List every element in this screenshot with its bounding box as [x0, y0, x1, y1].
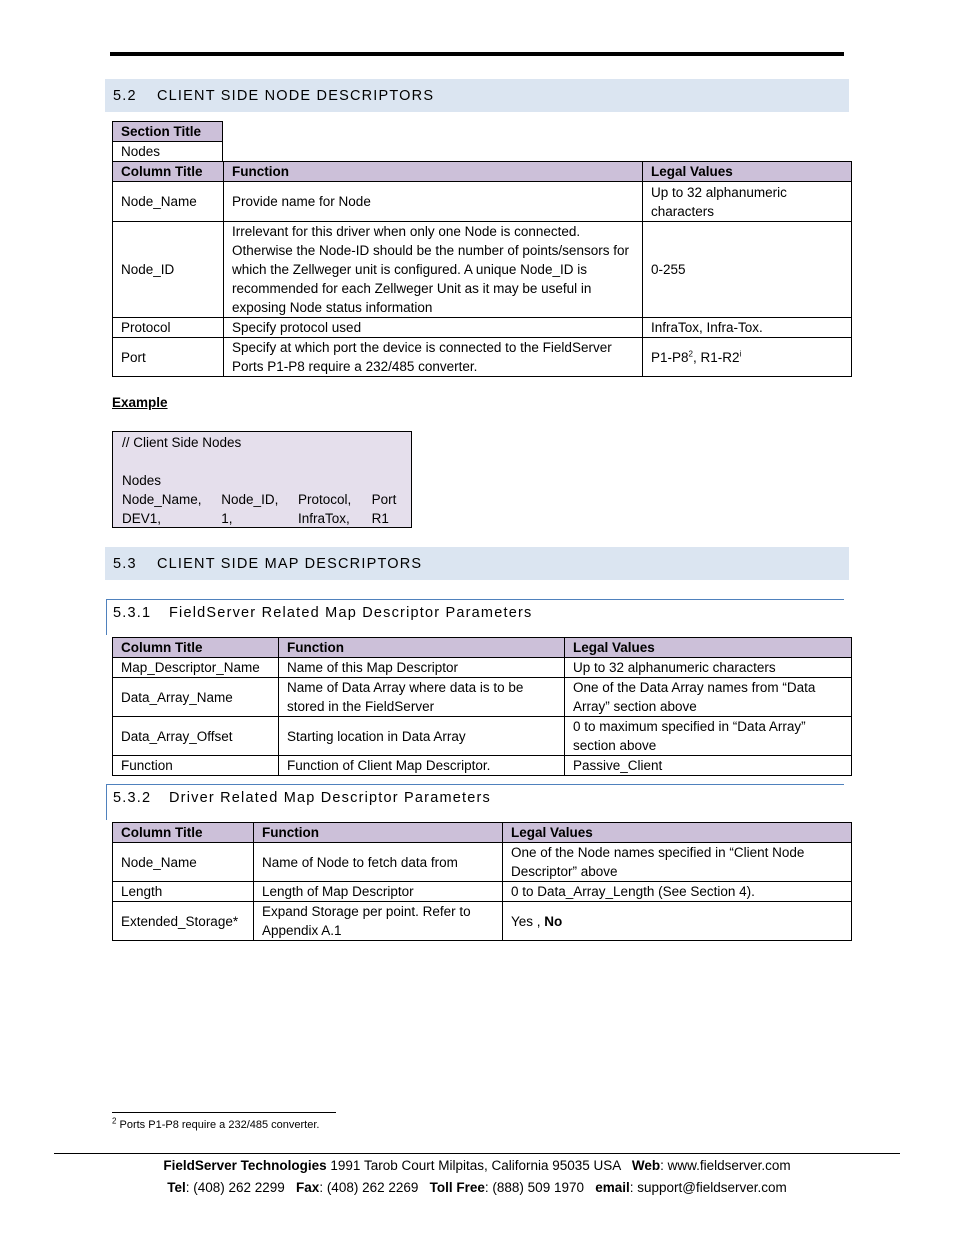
table-cell: Data_Array_Offset — [113, 717, 279, 756]
column-header: Legal Values — [643, 162, 852, 182]
section-heading-5-3 — [105, 547, 849, 580]
tel-value: : (408) 262 2299 — [185, 1180, 297, 1195]
subsection-title: Driver Related Map Descriptor Parameters — [169, 790, 491, 806]
subsection-number: 5.3.2 — [113, 790, 152, 806]
fax-value: : (408) 262 2269 — [319, 1180, 430, 1195]
table-cell: Length of Map Descriptor — [254, 882, 503, 902]
code-data-row — [122, 509, 411, 528]
table-row — [113, 658, 852, 678]
footer-rule — [54, 1153, 900, 1154]
code-field: Node_ID, — [221, 492, 279, 507]
table-header-row — [113, 823, 852, 843]
table-header-row — [113, 162, 852, 182]
code-field: Node_Name, — [122, 492, 202, 507]
table-cell: Starting location in Data Array — [279, 717, 565, 756]
table-cell: Data_Array_Name — [113, 678, 279, 717]
section-number: 5.3 — [113, 555, 137, 572]
column-header: Column Title — [113, 638, 279, 658]
table-cell: Node_Name — [113, 182, 224, 222]
column-header: Function — [224, 162, 643, 182]
code-comment: // Client Side Nodes — [122, 435, 242, 450]
code-blank-line — [122, 452, 411, 471]
table-row — [113, 902, 852, 941]
section-title-value: Nodes — [113, 142, 223, 162]
table-cell: Length — [113, 882, 254, 902]
footnote-ref: 2 — [688, 349, 693, 358]
section-title-header: Section Title — [113, 122, 223, 142]
nodes-table — [112, 161, 852, 377]
footer-line-2 — [0, 1180, 954, 1195]
subsection-heading-5-3-2 — [106, 784, 844, 820]
subsection-heading-5-3-1 — [106, 599, 844, 635]
footnote-separator — [112, 1112, 336, 1113]
web-value: : www.fieldserver.com — [660, 1158, 791, 1173]
code-header-row — [122, 490, 411, 509]
header-rule — [110, 52, 844, 56]
code-field: R1 — [371, 511, 389, 526]
fax-label: Fax — [296, 1180, 320, 1195]
legal-values-text: Yes , — [511, 913, 545, 929]
section-heading-5-2 — [105, 79, 849, 112]
table-cell: Expand Storage per point. Refer to Appendix A.1 — [254, 902, 503, 941]
table-cell: Function — [113, 756, 279, 776]
table-cell: Name of this Map Descriptor — [279, 658, 565, 678]
web-label: Web — [631, 1158, 661, 1173]
table-row — [113, 182, 852, 222]
table-row — [113, 717, 852, 756]
company-address: 1991 Tarob Court Milpitas, California 95035 USA — [326, 1158, 632, 1173]
table-cell: One of the Node names specified in “Client Node Descriptor” above — [503, 843, 852, 882]
endnote-ref: i — [739, 349, 742, 358]
example-label: Example — [112, 395, 168, 410]
footnote-text: Ports P1-P8 require a 232/485 converter. — [116, 1119, 320, 1131]
column-header: Legal Values — [565, 638, 852, 658]
email-label: email — [595, 1180, 630, 1195]
table-cell: Provide name for Node — [224, 182, 643, 222]
table-cell: Map_Descriptor_Name — [113, 658, 279, 678]
column-header: Column Title — [113, 823, 254, 843]
tel-label: Tel — [167, 1180, 186, 1195]
table-cell: 0-255 — [643, 222, 852, 318]
table-header-row — [113, 638, 852, 658]
table-row — [113, 338, 852, 377]
code-section: Nodes — [122, 473, 162, 488]
table-cell: Extended_Storage* — [113, 902, 254, 941]
table-cell: Protocol — [113, 318, 224, 338]
table-cell: Name of Node to fetch data from — [254, 843, 503, 882]
table-cell — [503, 902, 852, 941]
tollfree-label: Toll Free — [429, 1180, 485, 1195]
table-row — [113, 222, 852, 318]
default-value: No — [544, 913, 563, 929]
table-cell: Irrelevant for this driver when only one Node is connected. Otherwise the Node-ID should be the number of points/sensors for which the Zellweger unit is configured. A unique Node_ID is recommended for each Zellweger Unit as it may be useful in exposing Node status information — [224, 222, 643, 318]
section-title: CLIENT SIDE NODE DESCRIPTORS — [157, 87, 435, 104]
table-row — [113, 678, 852, 717]
table-row — [113, 882, 852, 902]
footer-line-1 — [0, 1158, 954, 1173]
table-cell: Function of Client Map Descriptor. — [279, 756, 565, 776]
table-cell: Specify protocol used — [224, 318, 643, 338]
table-cell: 0 to Data_Array_Length (See Section 4). — [503, 882, 852, 902]
table-cell: Up to 32 alphanumeric characters — [643, 182, 852, 222]
table-row — [113, 318, 852, 338]
subsection-number: 5.3.1 — [113, 605, 152, 621]
table-cell: InfraTox, Infra-Tox. — [643, 318, 852, 338]
tollfree-value: : (888) 509 1970 — [484, 1180, 596, 1195]
column-header: Function — [254, 823, 503, 843]
code-field: 1, — [221, 511, 233, 526]
table-cell — [643, 338, 852, 377]
table-cell: Passive_Client — [565, 756, 852, 776]
column-header: Column Title — [113, 162, 224, 182]
section-title: CLIENT SIDE MAP DESCRIPTORS — [157, 555, 423, 572]
port-values-rest: , R1-R2 — [692, 349, 740, 365]
email-value: : support@fieldserver.com — [629, 1180, 787, 1195]
table-cell: Port — [113, 338, 224, 377]
example-code-box — [112, 431, 412, 528]
code-field: DEV1, — [122, 511, 162, 526]
port-values: P1-P8 — [651, 349, 689, 365]
column-header: Function — [279, 638, 565, 658]
table-row — [113, 843, 852, 882]
driver-map-descriptor-table — [112, 822, 852, 941]
table-cell: Node_Name — [113, 843, 254, 882]
subsection-title: FieldServer Related Map Descriptor Parameters — [169, 605, 533, 621]
table-cell: Up to 32 alphanumeric characters — [565, 658, 852, 678]
footnote-number: 2 — [112, 1116, 117, 1126]
table-cell: Specify at which port the device is connected to the FieldServer Ports P1-P8 require a 232/485 converter. — [224, 338, 643, 377]
column-header: Legal Values — [503, 823, 852, 843]
fieldserver-map-descriptor-table — [112, 637, 852, 776]
code-field: Port — [371, 492, 397, 507]
table-cell: Node_ID — [113, 222, 224, 318]
table-row — [113, 756, 852, 776]
code-field: Protocol, — [297, 492, 352, 507]
company-name: FieldServer Technologies — [163, 1158, 327, 1173]
table-cell: One of the Data Array names from “Data Array” section above — [565, 678, 852, 717]
code-field: InfraTox, — [297, 511, 350, 526]
footnote — [112, 1116, 320, 1131]
table-cell: Name of Data Array where data is to be stored in the FieldServer — [279, 678, 565, 717]
table-cell: 0 to maximum specified in “Data Array” section above — [565, 717, 852, 756]
section-number: 5.2 — [113, 87, 137, 104]
section-title-box — [112, 121, 223, 162]
